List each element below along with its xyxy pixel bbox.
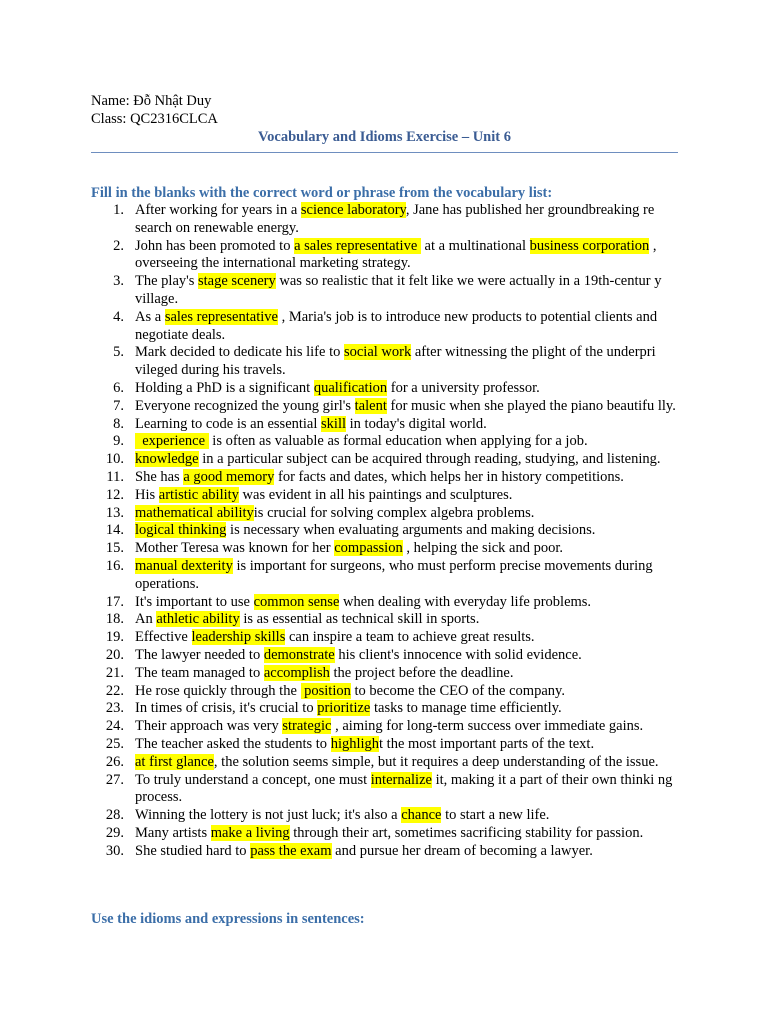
item-number: 27. bbox=[105, 771, 124, 788]
sentence-text: is often as valuable as formal education when applying for a job. bbox=[208, 433, 588, 450]
exercise-list bbox=[91, 202, 686, 860]
highlighted-answer: qualification bbox=[313, 379, 388, 396]
sentence-text: tasks to manage time efficiently. bbox=[370, 700, 562, 717]
student-class: Class: QC2316CLCA bbox=[91, 110, 218, 127]
highlighted-answer: strategic bbox=[282, 718, 332, 735]
highlighted-answer: mathematical ability bbox=[135, 504, 254, 521]
item-number: 22. bbox=[105, 682, 124, 699]
highlighted-answer: demonstrate bbox=[263, 646, 335, 663]
item-number: 9. bbox=[113, 433, 124, 450]
sentence-text: is as essential as technical skill in sports. bbox=[239, 611, 480, 628]
sentence-text: for facts and dates, which helps her in history competitions. bbox=[274, 468, 624, 485]
sentence-text: the project before the deadline. bbox=[329, 664, 514, 681]
exercise-item bbox=[91, 718, 686, 736]
highlighted-answer: manual dexterity bbox=[135, 557, 233, 574]
exercise-item bbox=[91, 611, 686, 629]
exercise-item bbox=[91, 647, 686, 665]
exercise-item bbox=[91, 540, 686, 558]
sentence-text: to start a new life. bbox=[441, 807, 550, 824]
sentence-text: Everyone recognized the young girl's bbox=[135, 397, 355, 414]
item-number: 18. bbox=[105, 611, 124, 628]
sentence-text: Winning the lottery is not just luck; it's also a bbox=[135, 807, 402, 824]
highlighted-answer: common sense bbox=[253, 593, 340, 610]
highlighted-answer: highligh bbox=[330, 735, 380, 752]
item-number: 3. bbox=[113, 273, 124, 290]
exercise-item bbox=[91, 433, 686, 451]
sentence-text: for a university professor. bbox=[387, 379, 540, 396]
item-number: 13. bbox=[105, 504, 124, 521]
sentence-text: at a multinational bbox=[420, 237, 530, 254]
highlighted-answer: experience bbox=[135, 433, 209, 450]
highlighted-answer: leadership skills bbox=[191, 629, 286, 646]
exercise-item bbox=[91, 469, 686, 487]
exercise-item bbox=[91, 843, 686, 861]
item-number: 24. bbox=[105, 718, 124, 735]
sentence-text: His bbox=[135, 486, 159, 503]
item-number: 14. bbox=[105, 522, 124, 539]
sentence-text: in a particular subject can be acquired through reading, studying, and listening. bbox=[198, 451, 661, 468]
highlighted-answer: accomplish bbox=[263, 664, 330, 681]
item-number: 16. bbox=[105, 557, 124, 574]
exercise-item bbox=[91, 505, 686, 523]
sentence-text: An bbox=[135, 611, 157, 628]
item-number: 26. bbox=[105, 753, 124, 770]
sentence-text: The teacher asked the students to bbox=[135, 735, 331, 752]
section-heading-fill-blanks: Fill in the blanks with the correct word or phrase from the vocabulary list: bbox=[91, 185, 553, 201]
sentence-text: It's important to use bbox=[135, 593, 254, 610]
sentence-text: t the most important parts of the text. bbox=[379, 735, 595, 752]
highlighted-answer: science laboratory bbox=[300, 202, 406, 218]
highlighted-answer: prioritize bbox=[317, 700, 371, 717]
sentence-text: was evident in all his paintings and sculptures. bbox=[238, 486, 513, 503]
highlighted-answer: make a living bbox=[210, 824, 290, 841]
exercise-item bbox=[91, 665, 686, 683]
item-number: 30. bbox=[105, 842, 124, 859]
sentence-text: is important for surgeons, who must perform precise movements during operations. bbox=[135, 557, 657, 592]
highlighted-answer: compassion bbox=[334, 540, 403, 557]
title-divider bbox=[91, 152, 678, 153]
sentence-text: In times of crisis, it's crucial to bbox=[135, 700, 318, 717]
exercise-item bbox=[91, 380, 686, 398]
student-name: Name: Đỗ Nhật Duy bbox=[91, 93, 212, 109]
exercise-item bbox=[91, 344, 686, 380]
highlighted-answer: knowledge bbox=[135, 451, 199, 468]
exercise-item bbox=[91, 558, 686, 594]
exercise-item bbox=[91, 772, 686, 808]
highlighted-answer: logical thinking bbox=[135, 522, 227, 539]
sentence-text: after witnessing the plight of the underpri vileged during his travels. bbox=[135, 344, 660, 379]
sentence-text: can inspire a team to achieve great results. bbox=[285, 629, 535, 646]
exercise-item bbox=[91, 825, 686, 843]
item-number: 29. bbox=[105, 824, 124, 841]
exercise-item bbox=[91, 594, 686, 612]
highlighted-answer: sales representative bbox=[164, 308, 278, 325]
exercise-item bbox=[91, 700, 686, 718]
sentence-text: After working for years in a bbox=[135, 202, 301, 218]
highlighted-answer: social work bbox=[343, 344, 412, 361]
sentence-text: Mark decided to dedicate his life to bbox=[135, 344, 344, 361]
exercise-item bbox=[91, 629, 686, 647]
sentence-text: , aiming for long-term success over immediate gains. bbox=[331, 718, 644, 735]
exercise-item bbox=[91, 807, 686, 825]
item-number: 15. bbox=[105, 540, 124, 557]
item-number: 19. bbox=[105, 629, 124, 646]
exercise-item bbox=[91, 754, 686, 772]
highlighted-answer: at first glance bbox=[135, 753, 214, 770]
exercise-item bbox=[91, 238, 686, 274]
item-number: 10. bbox=[105, 451, 124, 468]
sentence-text: To truly understand a concept, one must bbox=[135, 771, 371, 788]
sentence-text: The play's bbox=[135, 273, 199, 290]
sentence-text: , Jane has published her groundbreaking re search on renewable energy. bbox=[135, 202, 658, 236]
sentence-text: , helping the sick and poor. bbox=[402, 540, 563, 557]
sentence-text: it, making it a part of their own thinki ng process. bbox=[135, 771, 676, 806]
exercise-item bbox=[91, 736, 686, 754]
exercise-item bbox=[91, 451, 686, 469]
highlighted-answer: business corporation bbox=[529, 237, 650, 254]
item-number: 7. bbox=[113, 397, 124, 414]
exercise-item bbox=[91, 487, 686, 505]
sentence-text: was so realistic that it felt like we were actually in a 19th-centur y village. bbox=[135, 273, 666, 307]
highlighted-answer: athletic ability bbox=[156, 611, 240, 628]
sentence-text: to become the CEO of the company. bbox=[350, 682, 565, 699]
sentence-text: is crucial for solving complex algebra problems. bbox=[253, 504, 535, 521]
item-number: 1. bbox=[113, 202, 124, 218]
highlighted-answer: a good memory bbox=[183, 468, 275, 485]
sentence-text: Holding a PhD is a significant bbox=[135, 379, 314, 396]
exercise-item bbox=[91, 202, 686, 238]
highlighted-answer: pass the exam bbox=[250, 842, 332, 859]
sentence-text: She studied hard to bbox=[135, 842, 251, 859]
highlighted-answer: talent bbox=[354, 397, 387, 414]
sentence-text: when dealing with everyday life problems. bbox=[339, 593, 592, 610]
student-header bbox=[91, 93, 218, 128]
item-number: 23. bbox=[105, 700, 124, 717]
highlighted-answer: skill bbox=[321, 415, 347, 432]
item-number: 25. bbox=[105, 735, 124, 752]
sentence-text: , overseeing the international marketing strategy. bbox=[135, 237, 661, 272]
exercise-item bbox=[91, 398, 686, 416]
item-number: 12. bbox=[105, 486, 124, 503]
section-heading-idioms: Use the idioms and expressions in sentences: bbox=[91, 911, 365, 927]
item-number: 6. bbox=[113, 379, 124, 396]
item-number: 2. bbox=[113, 237, 124, 254]
highlighted-answer: artistic ability bbox=[158, 486, 239, 503]
sentence-text: She has bbox=[135, 468, 184, 485]
item-number: 28. bbox=[105, 807, 124, 824]
exercise-item bbox=[91, 683, 686, 701]
item-number: 4. bbox=[113, 308, 124, 325]
sentence-text: in today's digital world. bbox=[346, 415, 487, 432]
item-number: 17. bbox=[105, 593, 124, 610]
highlighted-answer: internalize bbox=[370, 771, 432, 788]
highlighted-answer: chance bbox=[401, 807, 442, 824]
sentence-text: through their art, sometimes sacrificing stability for passion. bbox=[289, 824, 644, 841]
sentence-text: The lawyer needed to bbox=[135, 646, 264, 663]
sentence-text: , Maria's job is to introduce new products to potential clients and negotiate deals. bbox=[135, 308, 661, 343]
exercise-item bbox=[91, 522, 686, 540]
sentence-text: John has been promoted to bbox=[135, 237, 295, 254]
sentence-text: Many artists bbox=[135, 824, 211, 841]
sentence-text: and pursue her dream of becoming a lawyer. bbox=[331, 842, 593, 859]
sentence-text: As a bbox=[135, 308, 165, 325]
highlighted-answer: position bbox=[300, 682, 351, 699]
item-number: 20. bbox=[105, 646, 124, 663]
sentence-text: He rose quickly through the bbox=[135, 682, 301, 699]
highlighted-answer: stage scenery bbox=[198, 273, 276, 290]
exercise-item bbox=[91, 273, 686, 309]
item-number: 5. bbox=[113, 344, 124, 361]
sentence-text: for music when she played the piano beautifu lly. bbox=[386, 397, 676, 414]
item-number: 8. bbox=[113, 415, 124, 432]
exercise-item bbox=[91, 309, 686, 345]
document-title: Vocabulary and Idioms Exercise – Unit 6 bbox=[258, 129, 511, 145]
exercise-item bbox=[91, 416, 686, 434]
sentence-text: Learning to code is an essential bbox=[135, 415, 322, 432]
item-number: 21. bbox=[105, 664, 124, 681]
sentence-text: Mother Teresa was known for her bbox=[135, 540, 335, 557]
sentence-text: his client's innocence with solid evidence. bbox=[334, 646, 582, 663]
sentence-text: The team managed to bbox=[135, 664, 264, 681]
sentence-text: , the solution seems simple, but it requires a deep understanding of the issue. bbox=[213, 753, 659, 770]
sentence-text: Effective bbox=[135, 629, 192, 646]
sentence-text: is necessary when evaluating arguments and making decisions. bbox=[226, 522, 596, 539]
sentence-text: Their approach was very bbox=[135, 718, 283, 735]
item-number: 11. bbox=[106, 468, 124, 485]
highlighted-answer: a sales representative bbox=[294, 237, 421, 254]
